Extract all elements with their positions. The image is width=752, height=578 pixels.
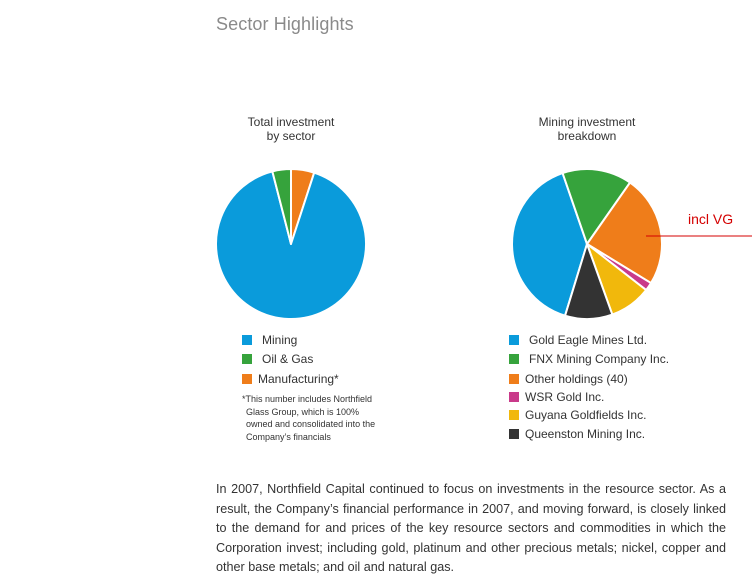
legend-label-fnx: FNX Mining Company Inc. — [529, 352, 670, 366]
chart-2-title-line-1: Mining investment — [538, 115, 636, 129]
annotation-incl-vg: incl VG — [688, 211, 734, 227]
legend-item-manufacturing — [242, 372, 339, 386]
chart-1-footnote — [242, 393, 412, 443]
chart-2-title — [502, 115, 672, 143]
legend-item-wsr — [509, 390, 604, 404]
legend-item-other-holdings — [509, 372, 628, 386]
legend-swatch-queenston — [509, 429, 519, 439]
legend-label-other-holdings: Other holdings (40) — [525, 372, 628, 386]
legend-item-guyana — [509, 408, 646, 422]
legend-item-fnx — [509, 352, 669, 366]
legend-label-gold-eagle: Gold Eagle Mines Ltd. — [529, 333, 648, 347]
legend-swatch-guyana — [509, 410, 519, 420]
chart-2-pie — [511, 168, 663, 320]
legend-label-queenston: Queenston Mining Inc. — [525, 427, 646, 441]
legend-swatch-manufacturing — [242, 374, 252, 384]
legend-swatch-other-holdings — [509, 374, 519, 384]
legend-label-manufacturing: Manufacturing* — [258, 372, 339, 386]
legend-swatch-mining — [242, 335, 252, 345]
chart-1-title-line-2: by sector — [266, 129, 316, 143]
chart-1-title — [206, 115, 376, 143]
footnote-line-4: Company’s financials — [246, 431, 331, 442]
chart-2-title-line-2: breakdown — [557, 129, 617, 143]
footnote-line-3: owned and consolidated into the — [246, 419, 376, 429]
legend-swatch-wsr — [509, 392, 519, 402]
page-title: Sector Highlights — [216, 14, 354, 34]
chart-1-title-line-1: Total investment — [247, 115, 335, 129]
footnote-line-1: *This number includes Northfield — [242, 394, 373, 404]
legend-swatch-fnx — [509, 354, 519, 364]
body-paragraph: In 2007, Northfield Capital continued to focus on investments in the resource sector. As a result, the Company’s financial performance in 2007, and moving forward, is closely linked to the demand for and prices of the key resource sectors and commodities in which the Corporation invest; including gold, platinum and other precious metals; nickel, copper and other base metals; and oil and natural gas. — [216, 482, 726, 574]
legend-label-guyana: Guyana Goldfields Inc. — [525, 408, 647, 422]
legend-swatch-oil-gas — [242, 354, 252, 364]
legend-swatch-gold-eagle — [509, 335, 519, 345]
legend-item-queenston — [509, 427, 645, 441]
legend-item-oil-gas — [242, 352, 313, 366]
legend-item-gold-eagle — [509, 333, 647, 347]
legend-label-mining: Mining — [262, 333, 298, 347]
legend-label-oil-gas: Oil & Gas — [262, 352, 314, 366]
footnote-line-2: Glass Group, which is 100% — [246, 406, 360, 417]
legend-label-wsr: WSR Gold Inc. — [525, 390, 605, 404]
chart-1-pie — [215, 168, 367, 320]
annotation-leader-line — [640, 230, 752, 242]
legend-item-mining — [242, 333, 297, 347]
